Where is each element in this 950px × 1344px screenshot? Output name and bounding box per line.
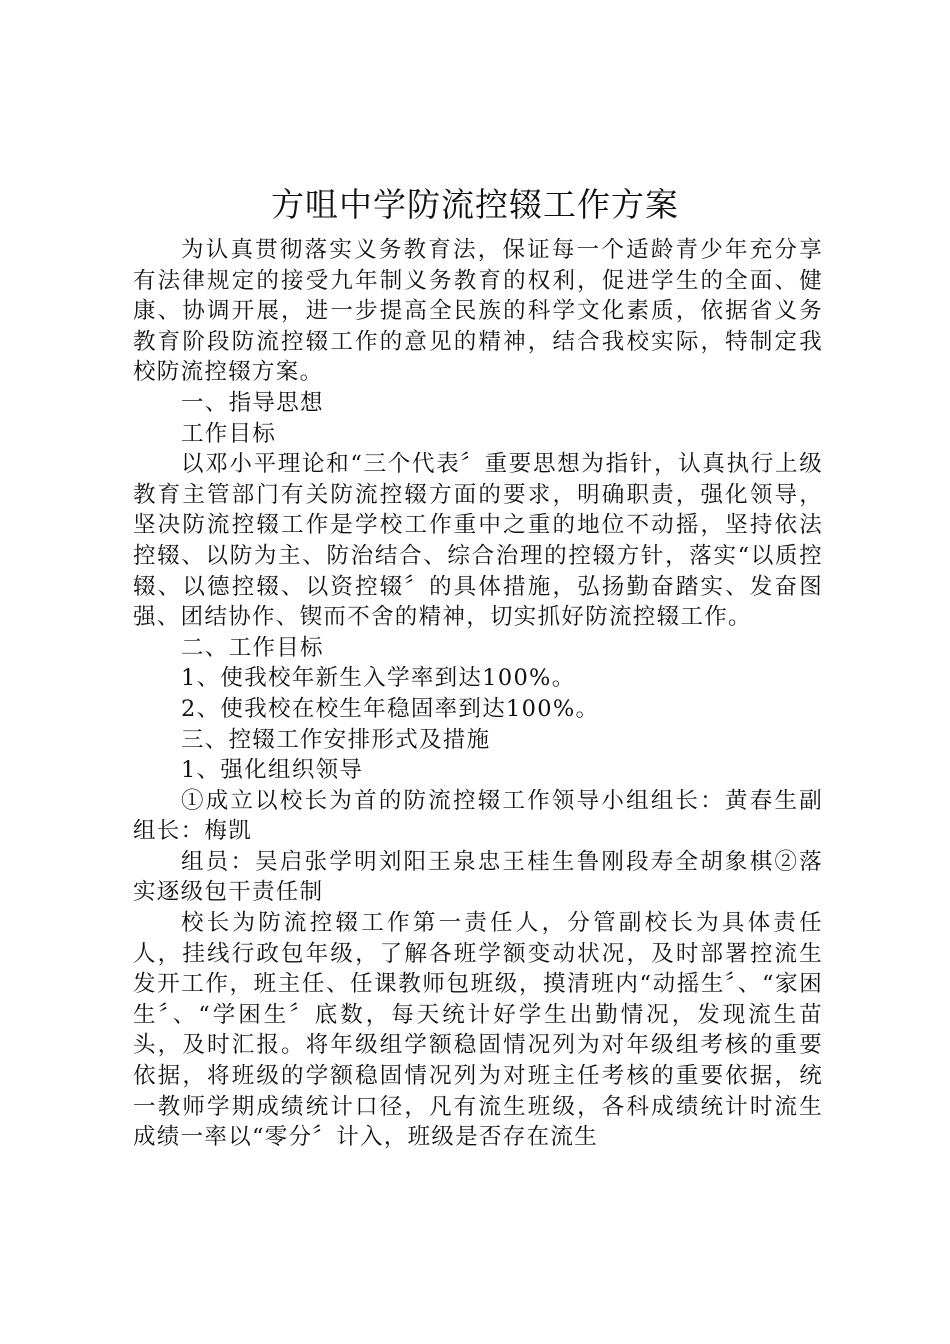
heading-arrangements: 三、控辍工作安排形式及措施: [181, 726, 491, 753]
paragraph-leadership-group: ①成立以校长为首的防流控辍工作领导小组组长：黄春生副组长：梅凯: [133, 787, 823, 845]
subheading-leadership: 1、强化组织领导: [181, 757, 364, 784]
document-title: 方咀中学防流控辍工作方案: [271, 185, 679, 224]
subheading-work-goals: 工作目标: [181, 420, 277, 447]
goal-item-1: 1、使我校年新生入学率到达100%。: [181, 665, 576, 692]
goal-item-2: 2、使我校在校生年稳固率到达100%。: [181, 695, 600, 722]
heading-guiding-ideology: 一、指导思想: [181, 389, 324, 416]
paragraph-responsibility: 校长为防流控辍工作第一责任人，分管副校长为具体责任人，挂线行政包年级，了解各班学额变动状况，及时部署控流生发开工作，班主任、任课教师包班级，摸清班内“动摇生〞、“家困生〞、“学困生〞底数，每天统计好学生出勤情况，发现流生苗头，及时汇报。将年级组学额稳固情况列为对年级组考核的重要依据，将班级的学额稳固情况列为对班主任考核的重要依据，统一教师学期成绩统计口径，凡有流生班级，各科成绩统计时流生成绩一率以“零分〞计入，班级是否存在流生: [133, 910, 823, 1151]
document-body: [133, 235, 823, 1153]
paragraph-guiding-principles: 以邓小平理论和“三个代表〞重要思想为指针，认真执行上级教育主管部门有关防流控辍方面的要求，明确职责，强化领导，坚决防流控辍工作是学校工作重中之重的地位不动摇，坚持依法控辍、以防为主、防治结合、综合治理的控辍方针，落实“以质控辍、以德控辍、以资控辍〞的具体措施，弘扬勤奋踏实、发奋图强、团结协作、锲而不舍的精神，切实抓好防流控辍工作。: [133, 451, 823, 631]
heading-work-goals: 二、工作目标: [181, 634, 324, 661]
paragraph-intro: 为认真贯彻落实义务教育法，保证每一个适龄青少年充分享有法律规定的接受九年制义务教育的权利，促进学生的全面、健康、协调开展，进一步提高全民族的科学文化素质，依据省义务教育阶段防流控辍工作的意见的精神，结合我校实际，特制定我校防流控辍方案。: [133, 237, 823, 386]
paragraph-members: 组员：吴启张学明刘阳王泉忠王桂生鲁刚段寿全胡象棋②落实逐级包干责任制: [133, 848, 823, 906]
